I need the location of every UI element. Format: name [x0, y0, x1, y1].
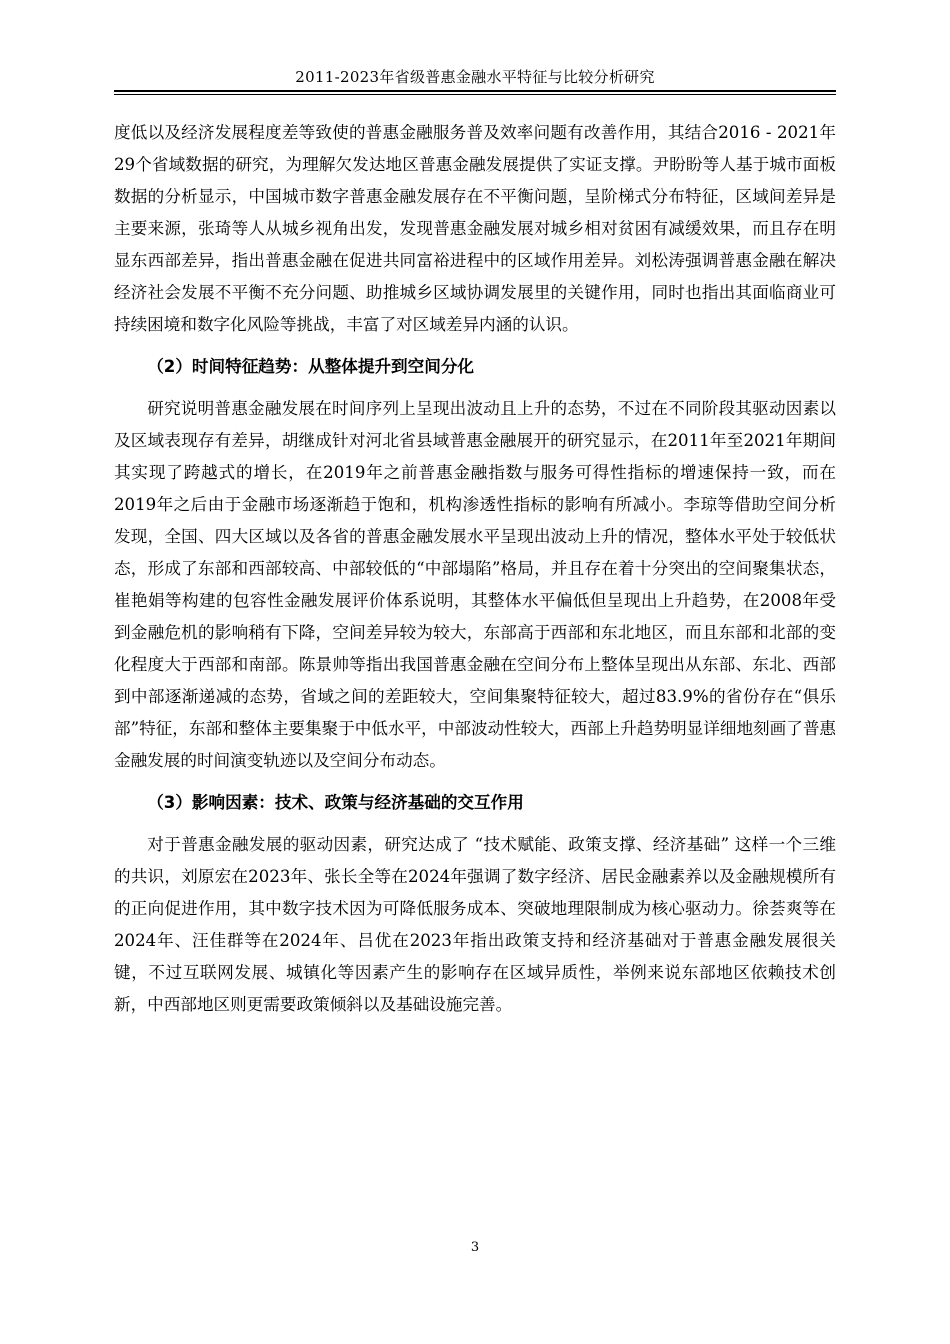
- header-rule-thick: [114, 90, 836, 92]
- section-heading-2: （2）时间特征趋势：从整体提升到空间分化: [147, 357, 475, 376]
- section-heading-3: （3）影响因素：技术、政策与经济基础的交互作用: [147, 793, 524, 812]
- page-number: 3: [470, 1240, 480, 1255]
- paragraph-continued: 度低以及经济发展程度差等致使的普惠金融服务普及效率问题有改善作用，其结合2016 - 2021年29个省域数据的研究，为理解欠发达地区普惠金融发展提供了实证支撑。尹盼盼等人基于城市面板数据的分析显示，中国城市数字普惠金融发展存在不平衡问题，呈阶梯式分布特征，区域间差异是主要来源，张琦等人从城乡视角出发，发现普惠金融发展对城乡相对贫困有减缓效果，而且存在明显东西部差异，指出普惠金融在促进共同富裕进程中的区域作用差异。刘松涛强调普惠金融在解决经济社会发展不平衡不充分问题、助推城乡区域协调发展里的关键作用，同时也指出其面临商业可持续困境和数字化风险等挑战，丰富了对区域差异内涵的认识。: [114, 123, 836, 334]
- header-rule-thin: [114, 94, 836, 95]
- running-header-title: 2011-2023年省级普惠金融水平特征与比较分析研究: [295, 68, 655, 86]
- paragraph-time-trend: 研究说明普惠金融发展在时间序列上呈现出波动且上升的态势，不过在不同阶段其驱动因素以及区域表现存有差异，胡继成针对河北省县域普惠金融展开的研究显示，在2011年至2021年期间其实现了跨越式的增长，在2019年之前普惠金融指数与服务可得性指标的增速保持一致，而在2019年之后由于金融市场逐渐趋于饱和，机构渗透性指标的影响有所减小。李琼等借助空间分析发现，全国、四大区域以及各省的普惠金融发展水平呈现出波动上升的情况，整体水平处于较低状态，形成了东部和西部较高、中部较低的“中部塌陷”格局，并且存在着十分突出的空间聚集状态，崔艳娟等构建的包容性金融发展评价体系说明，其整体水平偏低但呈现出上升趋势，在2008年受到金融危机的影响稍有下降，空间差异较为较大，东部高于西部和东北地区，而且东部和北部的变化程度大于西部和南部。陈景帅等指出我国普惠金融在空间分布上整体呈现出从东部、东北、西部到中部逐渐递减的态势，省域之间的差距较大，空间集聚特征较大，超过83.9%的省份存在“俱乐部”特征，东部和整体主要集聚于中低水平，中部波动性较大，西部上升趋势明显详细地刻画了普惠金融发展的时间演变轨迹以及空间分布动态。: [114, 399, 837, 770]
- body-text: [114, 117, 836, 1021]
- paragraph-influencing-factors: 对于普惠金融发展的驱动因素，研究达成了 “技术赋能、政策支撑、经济基础” 这样一个三维的共识，刘原宏在2023年、张长全等在2024年强调了数字经济、居民金融素养以及金融规模所有的正向促进作用，其中数字技术因为可降低服务成本、突破地理限制成为核心驱动力。徐荟爽等在2024年、汪佳群等在2024年、吕优在2023年指出政策支持和经济基础对于普惠金融发展很关键，不过互联网发展、城镇化等因素产生的影响存在区域异质性，举例来说东部地区依赖技术创新，中西部地区则更需要政策倾斜以及基础设施完善。: [114, 835, 836, 1014]
